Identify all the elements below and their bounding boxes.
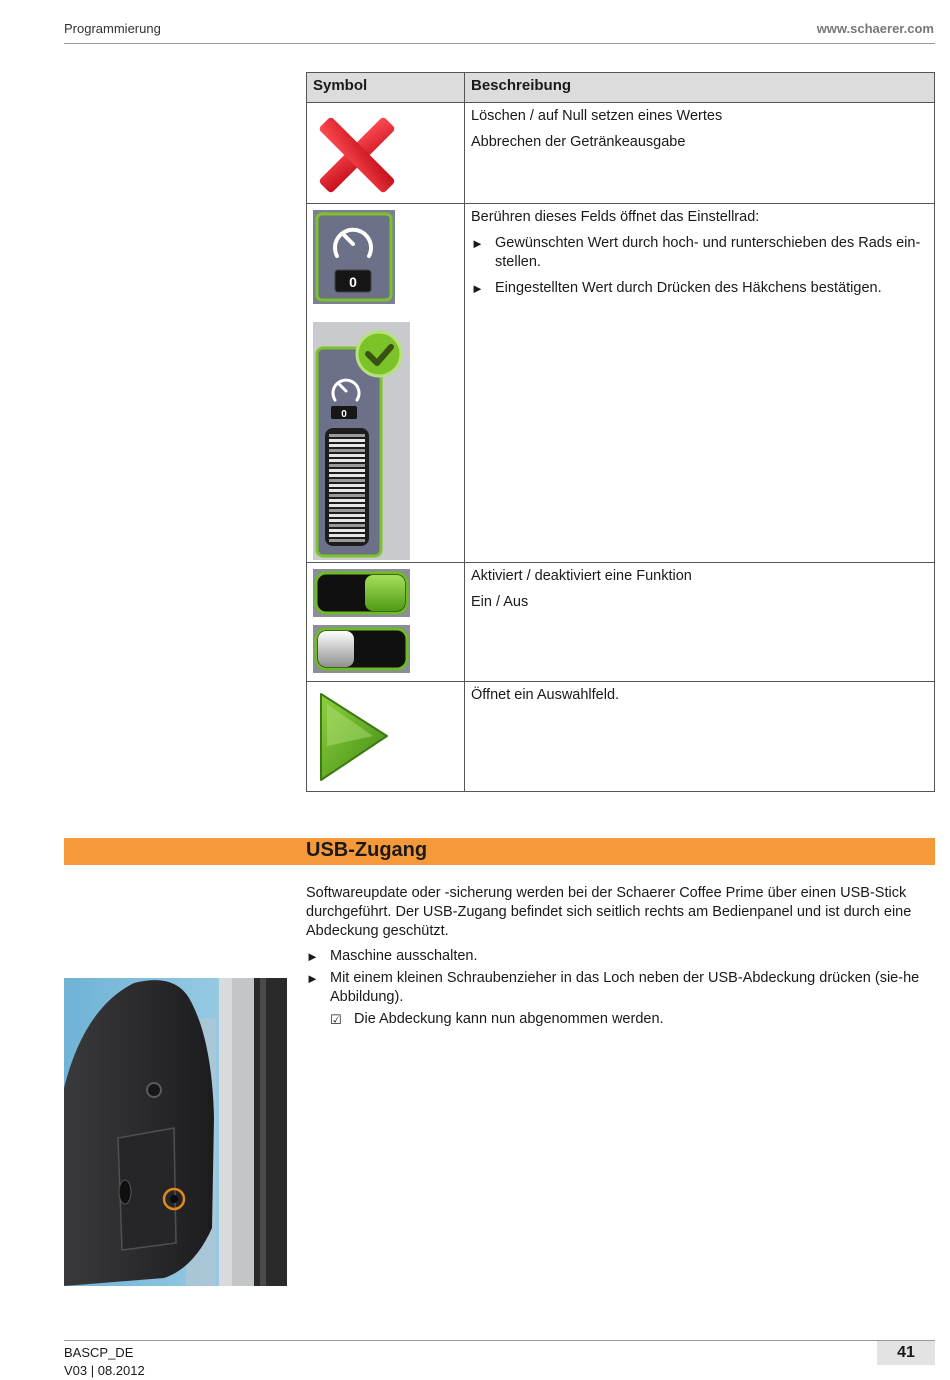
green-play-arrow-icon[interactable]: [307, 682, 452, 788]
dial-value: 0: [349, 274, 357, 290]
wheel-rib: [329, 459, 365, 462]
footer-doc-info: [64, 1344, 145, 1380]
bullet-arrow-icon: ►: [471, 236, 484, 251]
table-row: [307, 103, 935, 204]
wheel-rib: [329, 439, 365, 442]
description-cell: [465, 682, 935, 792]
wheel-rib: [329, 524, 365, 527]
wheel-rib: [329, 434, 365, 437]
header-section-title: Programmierung: [64, 21, 161, 36]
adjustment-wheel-icon[interactable]: [307, 322, 452, 562]
symbol-table: [306, 72, 935, 792]
wheel-rib: [329, 479, 365, 482]
step-text: Maschine ausschalten.: [330, 948, 478, 964]
bullet-arrow-icon: ►: [471, 281, 484, 296]
bullet-arrow-icon: ►: [306, 971, 319, 986]
wheel-rib: [329, 444, 365, 447]
footer-version: V03 | 08.2012: [64, 1363, 145, 1378]
section-paragraph: Softwareupdate oder -sicherung werden bei der Schaerer Coffee Prime über einen USB-Stick durchgeführt. Der USB-Zugang befindet sich seitlich rechts am Bedienpanel und ist durch eine Abdeckung geschützt.: [306, 885, 912, 939]
toggle-switch-icon[interactable]: [307, 569, 452, 681]
bullet-text: Gewünschten Wert durch hoch- und runterschieben des Rads ein-stellen.: [495, 235, 921, 270]
symbol-cell: [307, 204, 465, 563]
description-line: Löschen / auf Null setzen eines Wertes: [471, 108, 723, 124]
wheel-rib: [329, 509, 365, 512]
footer-rule: [64, 1340, 935, 1341]
wheel-rib: [329, 539, 365, 542]
wheel-rib: [329, 474, 365, 477]
wheel-rib: [329, 514, 365, 517]
header-rule: [64, 43, 935, 44]
description-intro: Berühren dieses Felds öffnet das Einstellrad:: [471, 209, 760, 225]
description-line: Abbrechen der Getränkeausgabe: [471, 134, 686, 150]
description-cell: [465, 204, 935, 563]
symbol-cell: [307, 682, 465, 792]
table-row: [307, 204, 935, 563]
bullet-arrow-icon: ►: [306, 949, 319, 964]
wheel-rib: [329, 504, 365, 507]
section-body: [306, 884, 936, 1029]
col-header-symbol: Symbol: [307, 73, 465, 103]
red-x-icon: [307, 103, 452, 203]
wheel-rib: [329, 489, 365, 492]
step-item: [306, 947, 936, 966]
wheel-rib: [329, 494, 365, 497]
symbol-cell: [307, 103, 465, 204]
wheel-rib: [329, 499, 365, 502]
result-item: [330, 1010, 936, 1029]
usb-access-photo: [64, 978, 287, 1286]
step-text: Mit einem kleinen Schraubenzieher in das Loch neben der USB-Abdeckung drücken (sie-he Abbildung).: [330, 970, 920, 1005]
description-line: Öffnet ein Auswahlfeld.: [471, 687, 620, 703]
header-website[interactable]: www.schaerer.com: [816, 21, 934, 36]
wheel-rib: [329, 529, 365, 532]
dial-icon[interactable]: [307, 210, 452, 320]
symbol-cell: [307, 563, 465, 682]
wheel-rib: [329, 484, 365, 487]
table-row: [307, 563, 935, 682]
description-line: Ein / Aus: [471, 594, 529, 610]
description-cell: [465, 103, 935, 204]
section-heading-bar: [64, 838, 935, 865]
wheel-rib: [329, 469, 365, 472]
bullet-item: [471, 234, 928, 272]
description-cell: [465, 563, 935, 682]
wheel-rib: [329, 449, 365, 452]
bullet-item: [471, 279, 928, 298]
table-row: [307, 682, 935, 792]
wheel-rib: [329, 519, 365, 522]
wheel-rib: [329, 454, 365, 457]
wheel-rib: [329, 534, 365, 537]
description-line: Aktiviert / deaktiviert eine Funktion: [471, 568, 692, 584]
checkbox-checked-icon: ☑: [330, 1012, 342, 1027]
footer-doc-id: BASCP_DE: [64, 1345, 134, 1360]
result-text: Die Abdeckung kann nun abgenommen werden.: [354, 1011, 664, 1027]
wheel-rib: [329, 464, 365, 467]
col-header-description: Beschreibung: [465, 73, 935, 103]
bullet-text: Eingestellten Wert durch Drücken des Häkchens bestätigen.: [495, 280, 882, 296]
step-item: [306, 969, 936, 1007]
page-number: 41: [877, 1341, 935, 1365]
wheel-value: 0: [341, 409, 347, 420]
section-title: USB-Zugang: [306, 839, 428, 861]
